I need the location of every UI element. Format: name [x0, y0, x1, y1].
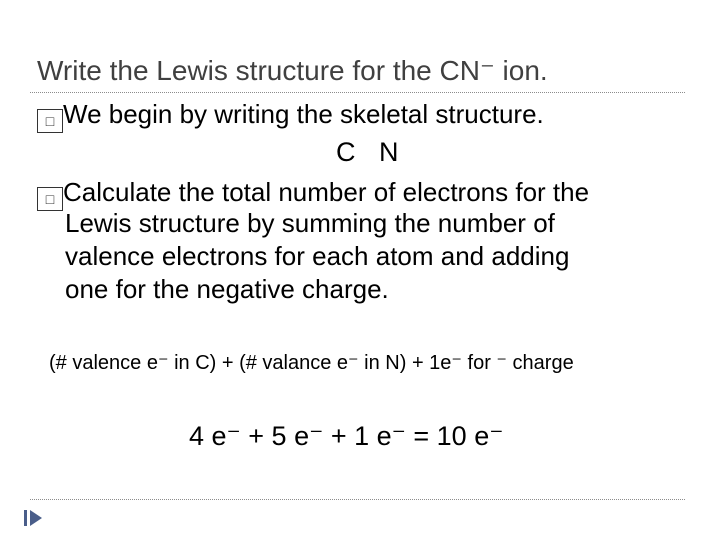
bullet-text-line: one for the negative charge.	[65, 274, 389, 304]
bullet-calculate	[37, 177, 589, 211]
electron-count-formula: (# valence e⁻ in C) + (# valance e⁻ in N) + 1e⁻ for ⁻ charge	[49, 352, 574, 374]
skeletal-structure: C N	[336, 137, 407, 167]
electron-count-equation: 4 e⁻ + 5 e⁻ + 1 e⁻ = 10 e⁻	[189, 421, 504, 451]
bullet-box-icon: □	[37, 187, 63, 211]
title-divider	[30, 92, 685, 93]
footer-divider	[30, 499, 685, 500]
bullet-text-line: valence electrons for each atom and adding	[65, 241, 570, 271]
bullet-skeletal	[37, 99, 544, 133]
slide-title: Write the Lewis structure for the CN⁻ ion.	[37, 55, 548, 86]
bullet-box-icon: □	[37, 109, 63, 133]
bullet-text-line: Lewis structure by summing the number of	[65, 208, 555, 238]
bullet-text: Calculate the total number of electrons for the	[63, 177, 590, 207]
bullet-text: We begin by writing the skeletal structure.	[63, 99, 544, 129]
next-slide-arrow-icon[interactable]	[30, 510, 42, 526]
